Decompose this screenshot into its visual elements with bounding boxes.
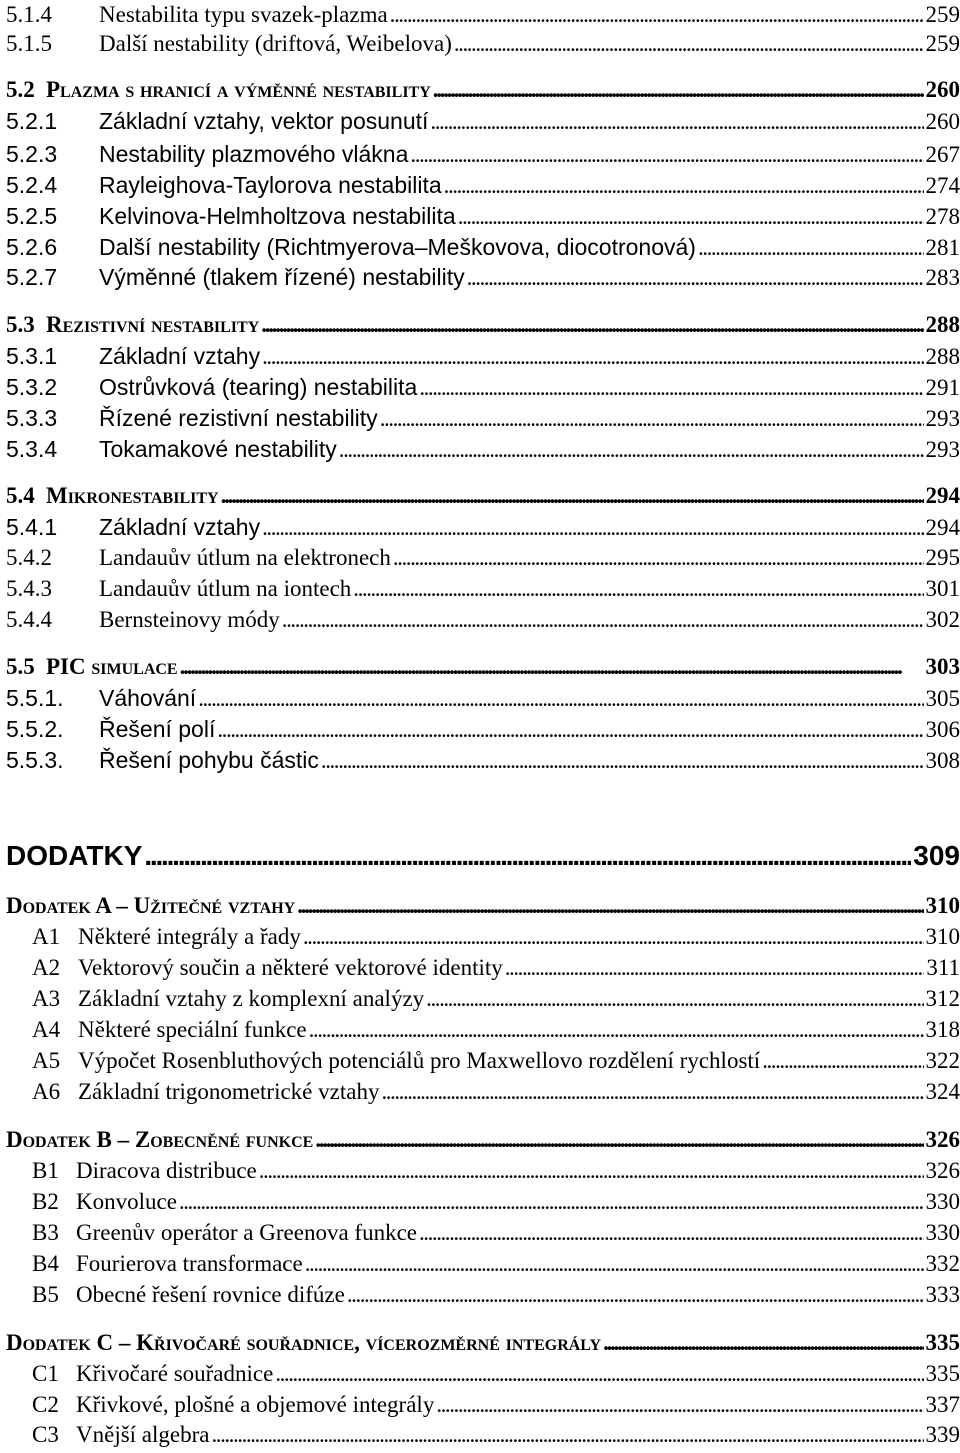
leader-dots: [180, 652, 924, 682]
entry-page: 302: [925, 607, 960, 632]
entry-number: C2: [32, 1392, 59, 1417]
entry-title: Dodatek C – Křivočaré souřadnice, vícerozměrné integrály: [6, 1330, 602, 1355]
entry-page: 301: [925, 576, 960, 601]
entry-number: 5.3.4: [6, 436, 58, 462]
toc-entry[interactable]: [6, 170, 960, 201]
entry-title: Základní vztahy z komplexní analýzy: [78, 986, 425, 1011]
toc-entry[interactable]: [6, 29, 960, 59]
entry-number: 5.2.1: [6, 108, 58, 134]
entry-title: Rayleighova-Taylorova nestabilita: [99, 172, 442, 198]
entry-page: 309: [913, 840, 960, 871]
entry-title: Tokamakové nestability: [99, 436, 337, 462]
leader-dots: [430, 107, 923, 137]
leader-dots: [381, 1077, 923, 1107]
entry-title: Další nestability (driftová, Weibelova): [99, 31, 452, 56]
entry-number: 5.2.4: [6, 172, 58, 198]
entry-page: 259: [925, 31, 960, 56]
entry-title: Další nestability (Richtmyerova–Meškovova, diocotronová): [99, 234, 696, 260]
entry-number: 5.1.4: [6, 2, 52, 27]
toc-entry[interactable]: [6, 139, 960, 170]
toc-entry[interactable]: [6, 0, 960, 30]
leader-dots: [426, 984, 923, 1014]
entry-number: 5.3.3: [6, 405, 58, 431]
entry-number: B4: [32, 1251, 59, 1276]
entry-title: Základní vztahy: [99, 514, 261, 540]
toc-entry[interactable]: [6, 745, 960, 776]
toc-section-heading[interactable]: [6, 1125, 960, 1155]
entry-title: Greenův operátor a Greenova funkce: [76, 1220, 417, 1245]
entry-number: 5.2.6: [6, 234, 58, 260]
entry-title: Váhování: [99, 685, 197, 711]
entry-number: A6: [32, 1079, 61, 1104]
entry-title: Mikronestability: [46, 483, 219, 508]
leader-dots: [315, 1125, 923, 1155]
entry-page: 324: [925, 1079, 960, 1104]
entry-title: Některé integrály a řady: [78, 924, 301, 949]
entry-page: 267: [925, 142, 960, 167]
entry-number: 5.1.5: [6, 31, 52, 56]
leader-dots: [339, 435, 924, 465]
entry-page: 311: [926, 955, 960, 980]
entry-page: 274: [925, 173, 960, 198]
entry-number: 5.4.3: [6, 576, 52, 601]
entry-number: 5.3.2: [6, 374, 58, 400]
entry-number: A2: [32, 955, 61, 980]
entry-page: 339: [925, 1422, 960, 1447]
entry-page: 330: [925, 1189, 960, 1214]
entry-title: Nestability plazmového vlákna: [99, 141, 409, 167]
toc-entry[interactable]: [6, 543, 960, 573]
toc-entry[interactable]: [6, 1249, 960, 1279]
entry-title: Některé speciální funkce: [78, 1017, 307, 1042]
entry-number: B3: [32, 1220, 59, 1245]
toc-part-heading-dodatky[interactable]: [6, 839, 960, 873]
toc-entry[interactable]: [6, 106, 960, 137]
leader-dots: [262, 513, 923, 543]
entry-page: 330: [925, 1220, 960, 1245]
leader-dots: [419, 373, 923, 403]
leader-dots: [433, 75, 924, 105]
toc-entry[interactable]: [6, 512, 960, 543]
entry-title: PIC simulace: [46, 654, 178, 679]
entry-number: A5: [32, 1048, 61, 1073]
entry-title: Landauův útlum na iontech: [99, 576, 352, 601]
entry-page: 308: [925, 748, 960, 773]
entry-title: Bernsteinovy módy: [99, 607, 280, 632]
toc-entry[interactable]: [6, 574, 960, 604]
entry-number: A3: [32, 986, 61, 1011]
entry-title: Řízené rezistivní nestability: [99, 405, 378, 431]
leader-dots: [262, 342, 923, 372]
leader-dots: [393, 543, 924, 573]
entry-page: 333: [925, 1282, 960, 1307]
entry-number: 5.5.2.: [6, 716, 64, 742]
entry-number: 5.5.3.: [6, 747, 64, 773]
leader-dots: [179, 1187, 924, 1217]
entry-page: 260: [925, 109, 960, 134]
entry-title: Křivkové, plošné a objemové integrály: [76, 1392, 435, 1417]
entry-page: 312: [925, 986, 960, 1011]
entry-title: Obecné řešení rovnice difúze: [76, 1282, 345, 1307]
entry-title: Nestabilita typu svazek-plazma: [99, 2, 388, 27]
entry-title: Kelvinova-Helmholtzova nestabilita: [99, 203, 456, 229]
entry-title: DODATKY: [6, 840, 143, 871]
entry-title: Dodatek B – Zobecněné funkce: [6, 1127, 314, 1152]
toc-entry[interactable]: [6, 1046, 960, 1076]
entry-title: Dodatek A – Užitečné vztahy: [6, 893, 296, 918]
entry-title: Základní vztahy: [99, 343, 261, 369]
entry-number: 5.2.3: [6, 141, 58, 167]
leader-dots: [221, 481, 924, 511]
entry-title: Plazma s hranicí a výměnné nestability: [46, 77, 431, 102]
entry-title: Řešení pohybu částic: [99, 747, 319, 773]
entry-title: Výpočet Rosenbluthových potenciálů pro Maxwellovo rozdělení rychlostí: [78, 1048, 761, 1073]
leader-dots: [217, 715, 923, 745]
leader-dots: [505, 953, 925, 983]
leader-dots: [297, 891, 923, 921]
toc-entry[interactable]: [6, 1156, 960, 1186]
toc-section-heading[interactable]: [6, 310, 960, 340]
toc-entry[interactable]: [6, 953, 960, 983]
toc-entry[interactable]: [6, 434, 960, 465]
leader-dots: [390, 0, 924, 30]
entry-number: C1: [32, 1361, 59, 1386]
toc-entry[interactable]: [6, 201, 960, 232]
toc-entry[interactable]: [6, 1359, 960, 1389]
entry-page: 295: [925, 545, 960, 570]
leader-dots: [347, 1280, 924, 1310]
entry-page: 260: [925, 77, 960, 102]
toc-section-heading[interactable]: [6, 481, 960, 511]
entry-number: 5.4: [6, 483, 35, 508]
toc-entry[interactable]: [6, 683, 960, 714]
toc-entry[interactable]: [6, 232, 960, 263]
toc-entry[interactable]: [6, 714, 960, 745]
leader-dots: [603, 1328, 923, 1358]
leader-dots: [261, 310, 923, 340]
toc-entry[interactable]: [6, 922, 960, 952]
toc-section-heading[interactable]: [6, 891, 960, 921]
entry-title: Křivočaré souřadnice: [76, 1361, 274, 1386]
entry-number: 5.4.1: [6, 514, 58, 540]
entry-page: 306: [925, 717, 960, 742]
leader-dots: [309, 1015, 924, 1045]
entry-title: Řešení polí: [99, 716, 216, 742]
entry-page: 291: [925, 375, 960, 400]
entry-title: Základní trigonometrické vztahy: [78, 1079, 380, 1104]
entry-page: 337: [925, 1392, 960, 1417]
entry-page: 281: [925, 235, 960, 260]
toc-section-heading[interactable]: [6, 652, 960, 682]
leader-dots: [698, 233, 924, 263]
entry-number: B1: [32, 1158, 59, 1183]
entry-page: 326: [925, 1158, 960, 1183]
leader-dots: [259, 1156, 924, 1186]
entry-page: 303: [925, 654, 960, 679]
entry-page: 310: [925, 924, 960, 949]
toc-entry[interactable]: [6, 1077, 960, 1107]
entry-number: C3: [32, 1422, 59, 1447]
entry-page: 294: [925, 515, 960, 540]
entry-page: 310: [925, 893, 960, 918]
leader-dots: [198, 684, 923, 714]
toc-entry[interactable]: [6, 1280, 960, 1310]
entry-page: 293: [925, 437, 960, 462]
leader-dots: [211, 1420, 923, 1450]
leader-dots: [144, 839, 911, 873]
entry-number: B5: [32, 1282, 59, 1307]
toc-entry[interactable]: [6, 403, 960, 434]
toc-entry[interactable]: [6, 372, 960, 403]
leader-dots: [275, 1359, 923, 1389]
toc-entry[interactable]: [6, 1187, 960, 1217]
leader-dots: [282, 605, 924, 635]
toc-entry[interactable]: [6, 1390, 960, 1420]
entry-page: 288: [925, 312, 960, 337]
entry-number: 5.5: [6, 654, 35, 679]
entry-number: A4: [32, 1017, 61, 1042]
leader-dots: [436, 1390, 923, 1420]
toc-entry[interactable]: [6, 605, 960, 635]
entry-title: Výměnné (tlakem řízené) nestability: [99, 264, 465, 290]
entry-page: 305: [925, 686, 960, 711]
toc-entry[interactable]: [6, 1218, 960, 1248]
toc-entry[interactable]: [6, 262, 960, 293]
toc-entry[interactable]: [6, 341, 960, 372]
leader-dots: [380, 404, 924, 434]
entry-page: 283: [925, 265, 960, 290]
leader-dots: [762, 1046, 923, 1076]
entry-page: 332: [925, 1251, 960, 1276]
entry-page: 293: [925, 406, 960, 431]
entry-page: 278: [925, 204, 960, 229]
entry-title: Fourierova transformace: [76, 1251, 303, 1276]
entry-number: 5.3: [6, 312, 35, 337]
leader-dots: [458, 202, 924, 232]
entry-page: 326: [925, 1127, 960, 1152]
toc-section-heading[interactable]: [6, 75, 960, 105]
entry-number: A1: [32, 924, 61, 949]
entry-number: 5.3.1: [6, 343, 58, 369]
leader-dots: [444, 171, 924, 201]
entry-title: Vnější algebra: [76, 1422, 210, 1447]
toc-section-heading[interactable]: [6, 1328, 960, 1358]
leader-dots: [353, 574, 923, 604]
entry-number: 5.2.5: [6, 203, 58, 229]
entry-page: 288: [925, 344, 960, 369]
entry-number: 5.5.1.: [6, 685, 64, 711]
entry-title: Rezistivní nestability: [46, 312, 260, 337]
entry-number: 5.4.4: [6, 607, 52, 632]
entry-page: 335: [925, 1361, 960, 1386]
leader-dots: [410, 140, 923, 170]
toc-entry[interactable]: [6, 1015, 960, 1045]
leader-dots: [321, 746, 924, 776]
entry-page: 335: [925, 1330, 960, 1355]
leader-dots: [305, 1249, 924, 1279]
entry-page: 259: [925, 2, 960, 27]
entry-title: Landauův útlum na elektronech: [99, 545, 391, 570]
entry-number: 5.4.2: [6, 545, 52, 570]
entry-title: Konvoluce: [76, 1189, 177, 1214]
entry-title: Ostrůvková (tearing) nestabilita: [99, 374, 418, 400]
entry-number: B2: [32, 1189, 59, 1214]
entry-page: 294: [925, 483, 960, 508]
entry-number: 5.2.7: [6, 264, 58, 290]
entry-page: 318: [925, 1017, 960, 1042]
entry-title: Základní vztahy, vektor posunutí: [99, 108, 429, 134]
entry-page: 322: [925, 1048, 960, 1073]
entry-title: Vektorový součin a některé vektorové identity: [78, 955, 503, 980]
entry-number: 5.2: [6, 77, 35, 102]
toc-entry[interactable]: [6, 1420, 960, 1450]
leader-dots: [419, 1218, 924, 1248]
leader-dots: [303, 922, 924, 952]
leader-dots: [467, 263, 924, 293]
entry-title: Diracova distribuce: [76, 1158, 257, 1183]
toc-entry[interactable]: [6, 984, 960, 1014]
leader-dots: [454, 29, 924, 59]
